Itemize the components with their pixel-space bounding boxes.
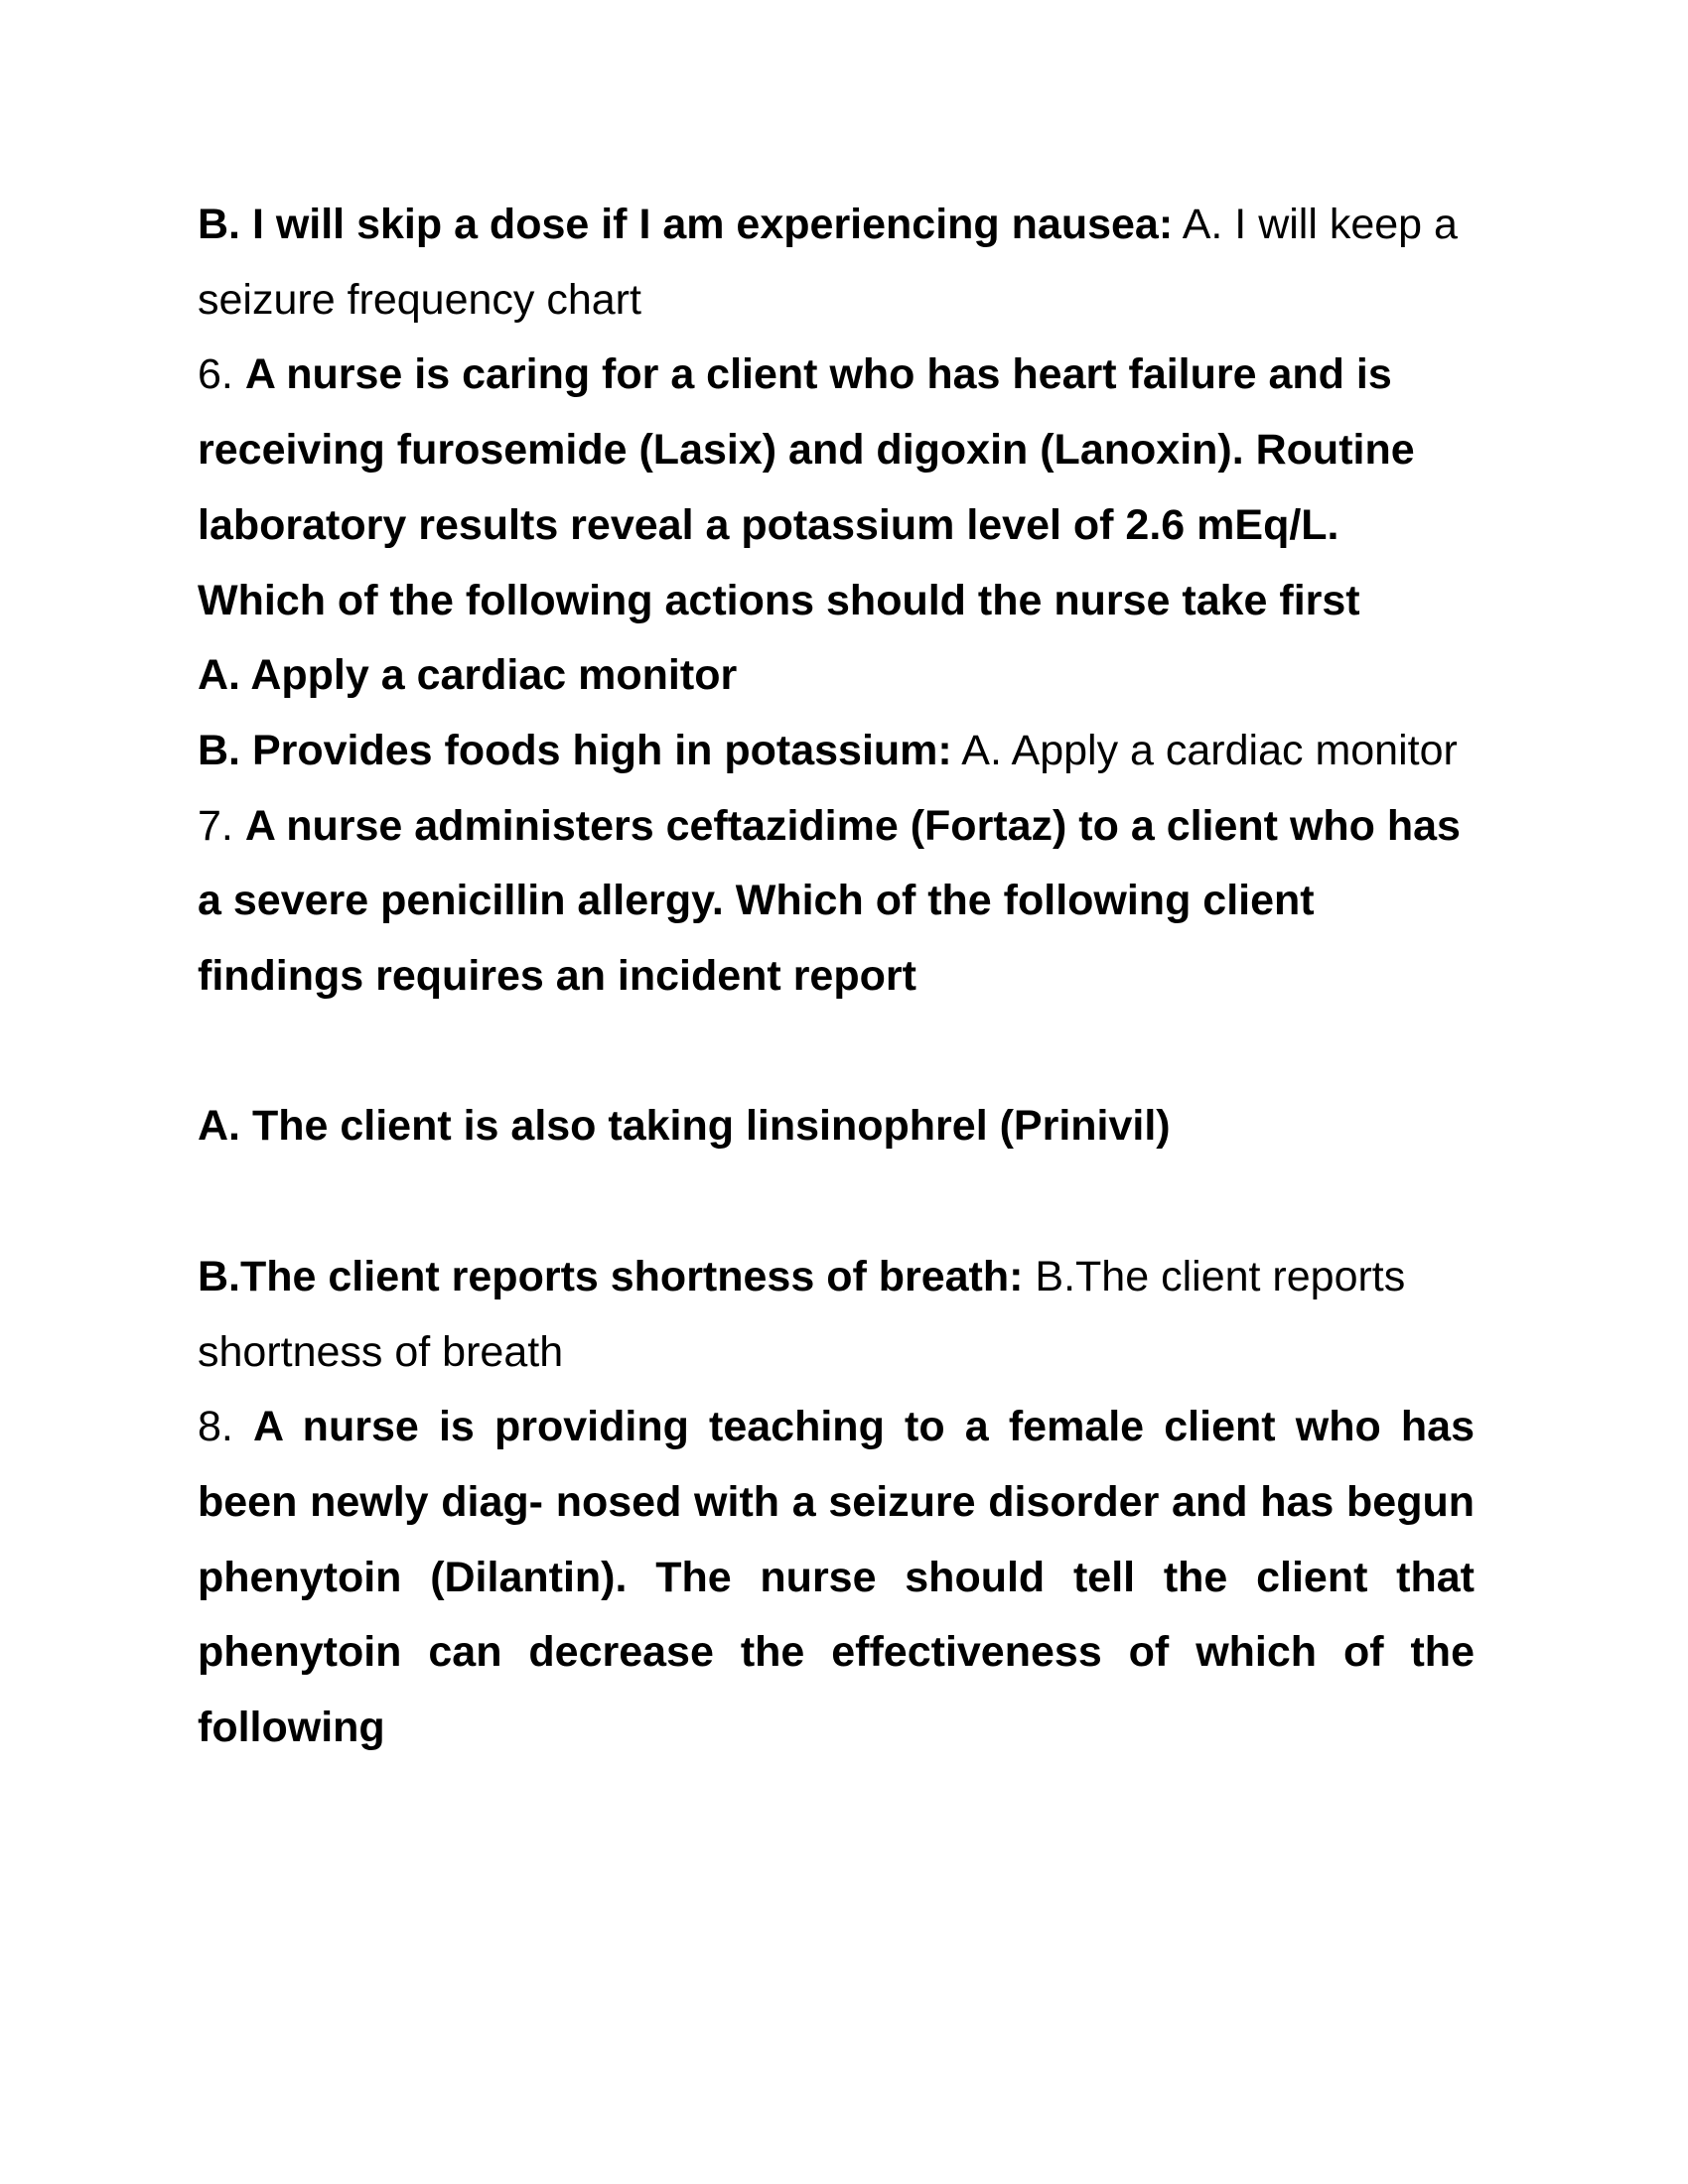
q6-option-b [198, 714, 1475, 789]
q7-option-b [198, 1240, 1475, 1390]
q7-option-a [198, 1089, 1475, 1164]
option-text: B. Provides foods high in potassium: [198, 726, 952, 774]
option-text: A. The client is also taking linsinophrel (Prinivil) [198, 1102, 1171, 1151]
answer-text: A. Apply a cardiac monitor [951, 726, 1458, 774]
answer-text: A. I will keep a seizure frequency chart [198, 201, 1458, 324]
question-text: A nurse administers ceftazidime (Fortaz) to a client who has a severe penicillin allergy. Which of the following client findings requires an incident report [198, 801, 1461, 1001]
question-text: A nurse is providing teaching to a female client who has been newly diag- nosed with a seizure disorder and has begun phenytoin (Dilantin). The nurse should tell the client that phenytoin can decrease the effectiveness of which of the following [198, 1403, 1475, 1752]
q6-option-a [198, 638, 1475, 714]
document-page [198, 188, 1475, 1766]
q8-question [198, 1390, 1475, 1766]
question-number: 7. [198, 801, 245, 850]
question-number: 8. [198, 1403, 254, 1451]
q5-option-b [198, 188, 1475, 338]
option-text: B.The client reports shortness of breath: [198, 1252, 1024, 1300]
q7-question [198, 789, 1475, 1015]
answer-text: B.The client reports shortness of breath [198, 1252, 1406, 1376]
option-text: A. Apply a cardiac monitor [198, 651, 738, 700]
spacer [198, 1164, 1475, 1240]
option-text: B. I will skip a dose if I am experiencing nausea: [198, 201, 1174, 248]
q6-question [198, 338, 1475, 638]
question-text: A nurse is caring for a client who has heart failure and is receiving furosemide (Lasix) and digoxin (Lanoxin). Routine laboratory results reveal a potassium level of 2.6 mEq/L. Which of the following actions should the nurse take first [198, 350, 1415, 624]
spacer [198, 1015, 1475, 1090]
question-number: 6. [198, 350, 245, 399]
